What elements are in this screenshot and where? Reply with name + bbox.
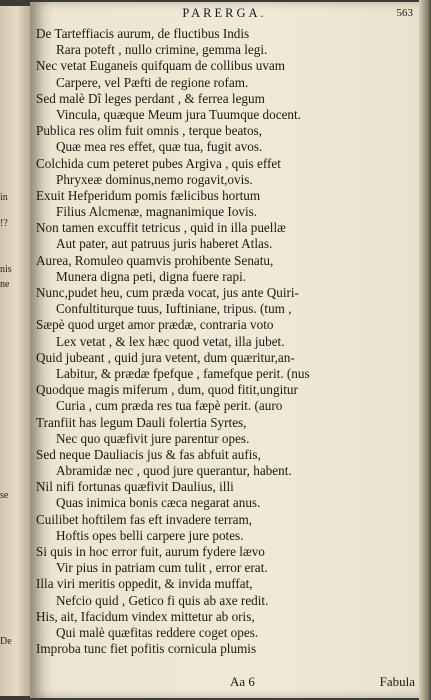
- verse-line: Quid jubeant , quid jura vetent, dum quæritur,an-: [36, 349, 295, 365]
- verse-line: Rara poteft , nullo crimine, gemma legi.: [56, 42, 268, 58]
- running-title: PARERGA.: [182, 6, 267, 20]
- verse-line: Sed neque Dauliacis jus & fas abfuit aufis,: [36, 446, 261, 462]
- verse-line: Sed malè Dî leges perdant , & ferrea legum: [36, 90, 265, 106]
- verse-line: Nunc,pudet heu, cum præda vocat, jus ante Quiri-: [36, 285, 299, 300]
- verse-line: His, ait, Ifacidum vindex mittetur ab oris,: [36, 608, 255, 624]
- prev-page-fragment: ne: [0, 279, 10, 290]
- prev-page-fragment: in: [0, 192, 8, 203]
- signature-mark: Aa 6: [230, 674, 255, 689]
- verse-line: Munera digna peti, digna fuere rapi.: [56, 268, 247, 284]
- verse-line: Cuilibet hoftilem fas eft invadere terram,: [36, 511, 253, 527]
- prev-page-fragment: nis: [0, 264, 12, 275]
- verse-line: Exuit Hefperidum pomis fælicibus hortum: [36, 187, 261, 203]
- verse-line: Qui malè quæfitas reddere coget opes.: [56, 624, 259, 640]
- verse-line: Curia , cum præda res tua fæpè perit. (auro: [56, 398, 283, 414]
- verse-line: Nil nifi fortunas quæfivit Daulius, illi: [36, 479, 234, 495]
- prev-page-fragment: se: [0, 490, 9, 501]
- verse-line: Phryxeæ dominus,nemo rogavit,ovis.: [56, 171, 253, 187]
- verse-line: Sæpè quod urget amor prædæ, contraria voto: [36, 317, 274, 333]
- verse-line: Quæ mea res effet, quæ tua, fugit avos.: [56, 139, 263, 155]
- catchword: Fabula: [379, 674, 415, 689]
- verse-line: Aurea, Romuleo quamvis prohibente Senatu,: [36, 252, 274, 268]
- verse-line: Nefcio quid , Getico fi quis ab axe redit.: [56, 592, 269, 608]
- verse-line: Hoftis opes belli carpere jure potes.: [56, 527, 244, 543]
- verse-line: Improba tunc fiet pofitis cornicula plumis: [36, 641, 257, 657]
- verse-block: [30, 26, 419, 657]
- verse-line: Confultiturque tuus, Iuftiniane, tripus. (tum ,: [56, 301, 292, 317]
- verse-line: Carpere, vel Pæfti de regione rofam.: [56, 74, 249, 90]
- verse-line: Nec vetat Euganeis quifquam de collibus uvam: [36, 58, 286, 74]
- verse-line: Tranfiit has legum Dauli folertia Syrtes,: [36, 414, 247, 430]
- verse-line: Non tamen excuffit tetricus , quid in illa puellæ: [36, 220, 286, 236]
- prev-page-fragment: !?: [0, 218, 8, 229]
- page-fore-edge: [419, 0, 431, 700]
- page-footer: [30, 674, 419, 692]
- verse-line: Quas inimica bonis cæca negarat anus.: [56, 495, 261, 511]
- verse-line: Quodque magis miferum , dum, quod fitit,ungitur: [36, 382, 298, 398]
- verse-line: Aut pater, aut patruus juris haberet Atlas.: [56, 236, 273, 252]
- verse-line: Publica res olim fuit omnis , terque beatos,: [36, 123, 262, 139]
- verse-line: Abramidæ nec , quod jure querantur, habent.: [56, 463, 292, 479]
- verse-line: Filius Alcmenæ, magnanimique Iovis.: [56, 204, 258, 220]
- verse-line: Colchida cum peteret pubes Argiva , quis effet: [36, 155, 281, 171]
- verse-line: Illa viri meritis oppedit, & invida muffat,: [36, 576, 253, 592]
- verse-line: Vir pius in patriam cum tulit , error erat.: [56, 560, 268, 576]
- running-head: [30, 6, 419, 26]
- verse-line: Si quis in hoc error fuit, aurum fydere lævo: [36, 544, 265, 559]
- verse-line: Vincula, quæque Meum jura Tuumque docent.: [56, 106, 301, 122]
- previous-page-edge: [0, 6, 30, 696]
- verse-line: De Tarteffiacis aurum, de fluctibus Indis: [36, 26, 250, 41]
- verse-line: Labitur, & prædæ fpefque , famefque perit. (nus: [56, 365, 310, 381]
- prev-page-fragment: De: [0, 636, 12, 647]
- verse-line: Lex vetat , & lex hæc quod vetat, illa jubet.: [56, 333, 285, 349]
- verse-line: Nec quo quæfivit jure parentur opes.: [56, 430, 250, 446]
- book-page: [30, 2, 419, 698]
- page-number: 563: [396, 7, 413, 19]
